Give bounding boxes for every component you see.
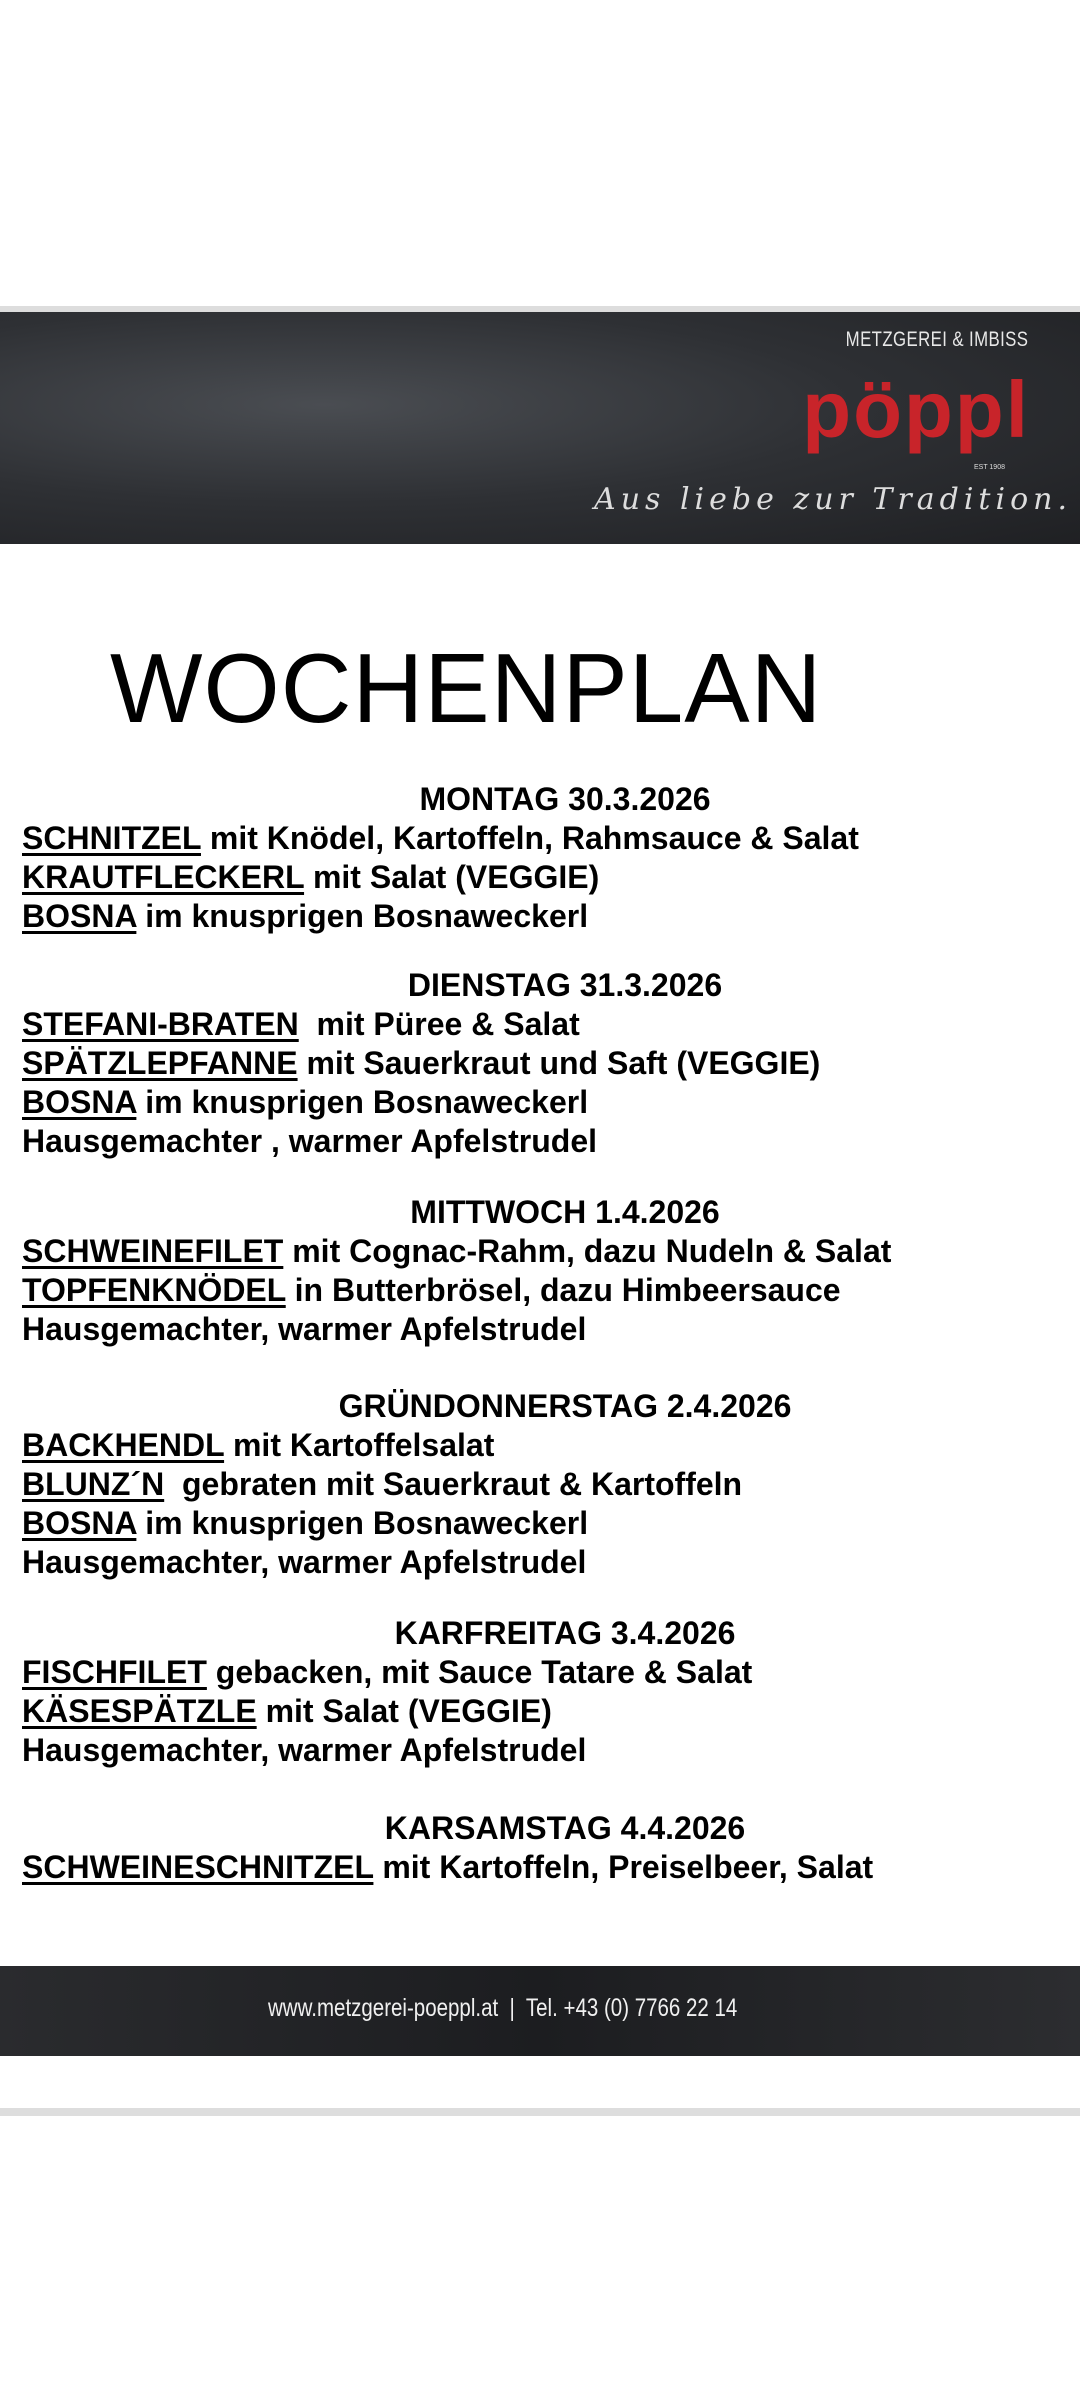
menu-item [0, 897, 1080, 936]
dish-description: Hausgemachter, warmer Apfelstrudel [22, 1732, 587, 1768]
menu-item [0, 1083, 1080, 1122]
day-heading: KARSAMSTAG 4.4.2026 [384, 1810, 746, 1846]
dish-name: SPÄTZLEPFANNE [22, 1045, 298, 1081]
dish-description: gebraten mit Sauerkraut & Kartoffeln [164, 1466, 743, 1502]
dish-description: mit Kartoffelsalat [224, 1427, 495, 1463]
divider [0, 2108, 1080, 2116]
day-heading: MITTWOCH 1.4.2026 [410, 1194, 720, 1230]
dish-description: mit Salat (VEGGIE) [304, 859, 600, 895]
day-section [0, 1809, 1080, 1887]
header-banner [0, 312, 1080, 544]
menu-item [0, 1848, 1080, 1887]
dish-description: mit Salat (VEGGIE) [256, 1693, 552, 1729]
brand-established: EST 1908 [973, 464, 1005, 471]
dish-description: mit Sauerkraut und Saft (VEGGIE) [297, 1045, 821, 1081]
dish-description: mit Püree & Salat [298, 1006, 580, 1042]
dish-name: SCHWEINESCHNITZEL [22, 1849, 374, 1885]
dish-name: SCHNITZEL [22, 820, 201, 856]
page-title: WOCHENPLAN [110, 633, 823, 743]
dish-name: KRAUTFLECKERL [22, 859, 305, 895]
menu-item [0, 1692, 1080, 1731]
dish-name: BLUNZ´N [22, 1466, 165, 1502]
brand-tagline: Aus liebe zur Tradition. [594, 482, 1072, 517]
menu-item [0, 1504, 1080, 1543]
dish-name: KÄSESPÄTZLE [22, 1693, 257, 1729]
day-heading: KARFREITAG 3.4.2026 [394, 1615, 736, 1651]
menu-item [0, 1232, 1080, 1271]
menu-item [0, 1271, 1080, 1310]
day-section [0, 1387, 1080, 1582]
dish-name: BOSNA [22, 1084, 137, 1120]
footer-contact: www.metzgerei-poeppl.at | Tel. +43 (0) 7766 22 14 [268, 1994, 738, 2022]
dish-description: Hausgemachter, warmer Apfelstrudel [22, 1544, 587, 1580]
day-heading: DIENSTAG 31.3.2026 [407, 967, 723, 1003]
footer-banner [0, 1966, 1080, 2056]
brand-logo: pöppl [802, 365, 1030, 454]
dish-description: mit Kartoffeln, Preiselbeer, Salat [373, 1849, 874, 1885]
menu-item [0, 858, 1080, 897]
menu-item [0, 1543, 1080, 1582]
dish-description: im knusprigen Bosnaweckerl [136, 1505, 589, 1541]
day-heading: GRÜNDONNERSTAG 2.4.2026 [338, 1388, 792, 1424]
menu-item [0, 1465, 1080, 1504]
brand-subtitle: METZGEREI & IMBISS [845, 328, 1028, 351]
dish-name: SCHWEINEFILET [22, 1233, 284, 1269]
dish-description: mit Cognac-Rahm, dazu Nudeln & Salat [283, 1233, 892, 1269]
menu-item [0, 1122, 1080, 1161]
dish-description: gebacken, mit Sauce Tatare & Salat [206, 1654, 753, 1690]
day-section [0, 966, 1080, 1161]
day-section [0, 1193, 1080, 1349]
day-heading: MONTAG 30.3.2026 [419, 781, 711, 817]
dish-name: STEFANI-BRATEN [22, 1006, 299, 1042]
menu-item [0, 1310, 1080, 1349]
dish-name: BACKHENDL [22, 1427, 225, 1463]
day-section [0, 780, 1080, 936]
dish-name: FISCHFILET [22, 1654, 207, 1690]
dish-name: TOPFENKNÖDEL [22, 1272, 286, 1308]
menu-item [0, 1005, 1080, 1044]
dish-description: Hausgemachter , warmer Apfelstrudel [22, 1123, 597, 1159]
dish-name: BOSNA [22, 1505, 137, 1541]
dish-description: im knusprigen Bosnaweckerl [136, 1084, 589, 1120]
dish-description: Hausgemachter, warmer Apfelstrudel [22, 1311, 587, 1347]
dish-description: im knusprigen Bosnaweckerl [136, 898, 589, 934]
dish-name: BOSNA [22, 898, 137, 934]
menu-item [0, 1426, 1080, 1465]
menu-item [0, 1653, 1080, 1692]
menu-item [0, 1731, 1080, 1770]
dish-description: mit Knödel, Kartoffeln, Rahmsauce & Salat [200, 820, 859, 856]
day-section [0, 1614, 1080, 1770]
dish-description: in Butterbrösel, dazu Himbeersauce [285, 1272, 841, 1308]
menu-item [0, 1044, 1080, 1083]
menu-item [0, 819, 1080, 858]
